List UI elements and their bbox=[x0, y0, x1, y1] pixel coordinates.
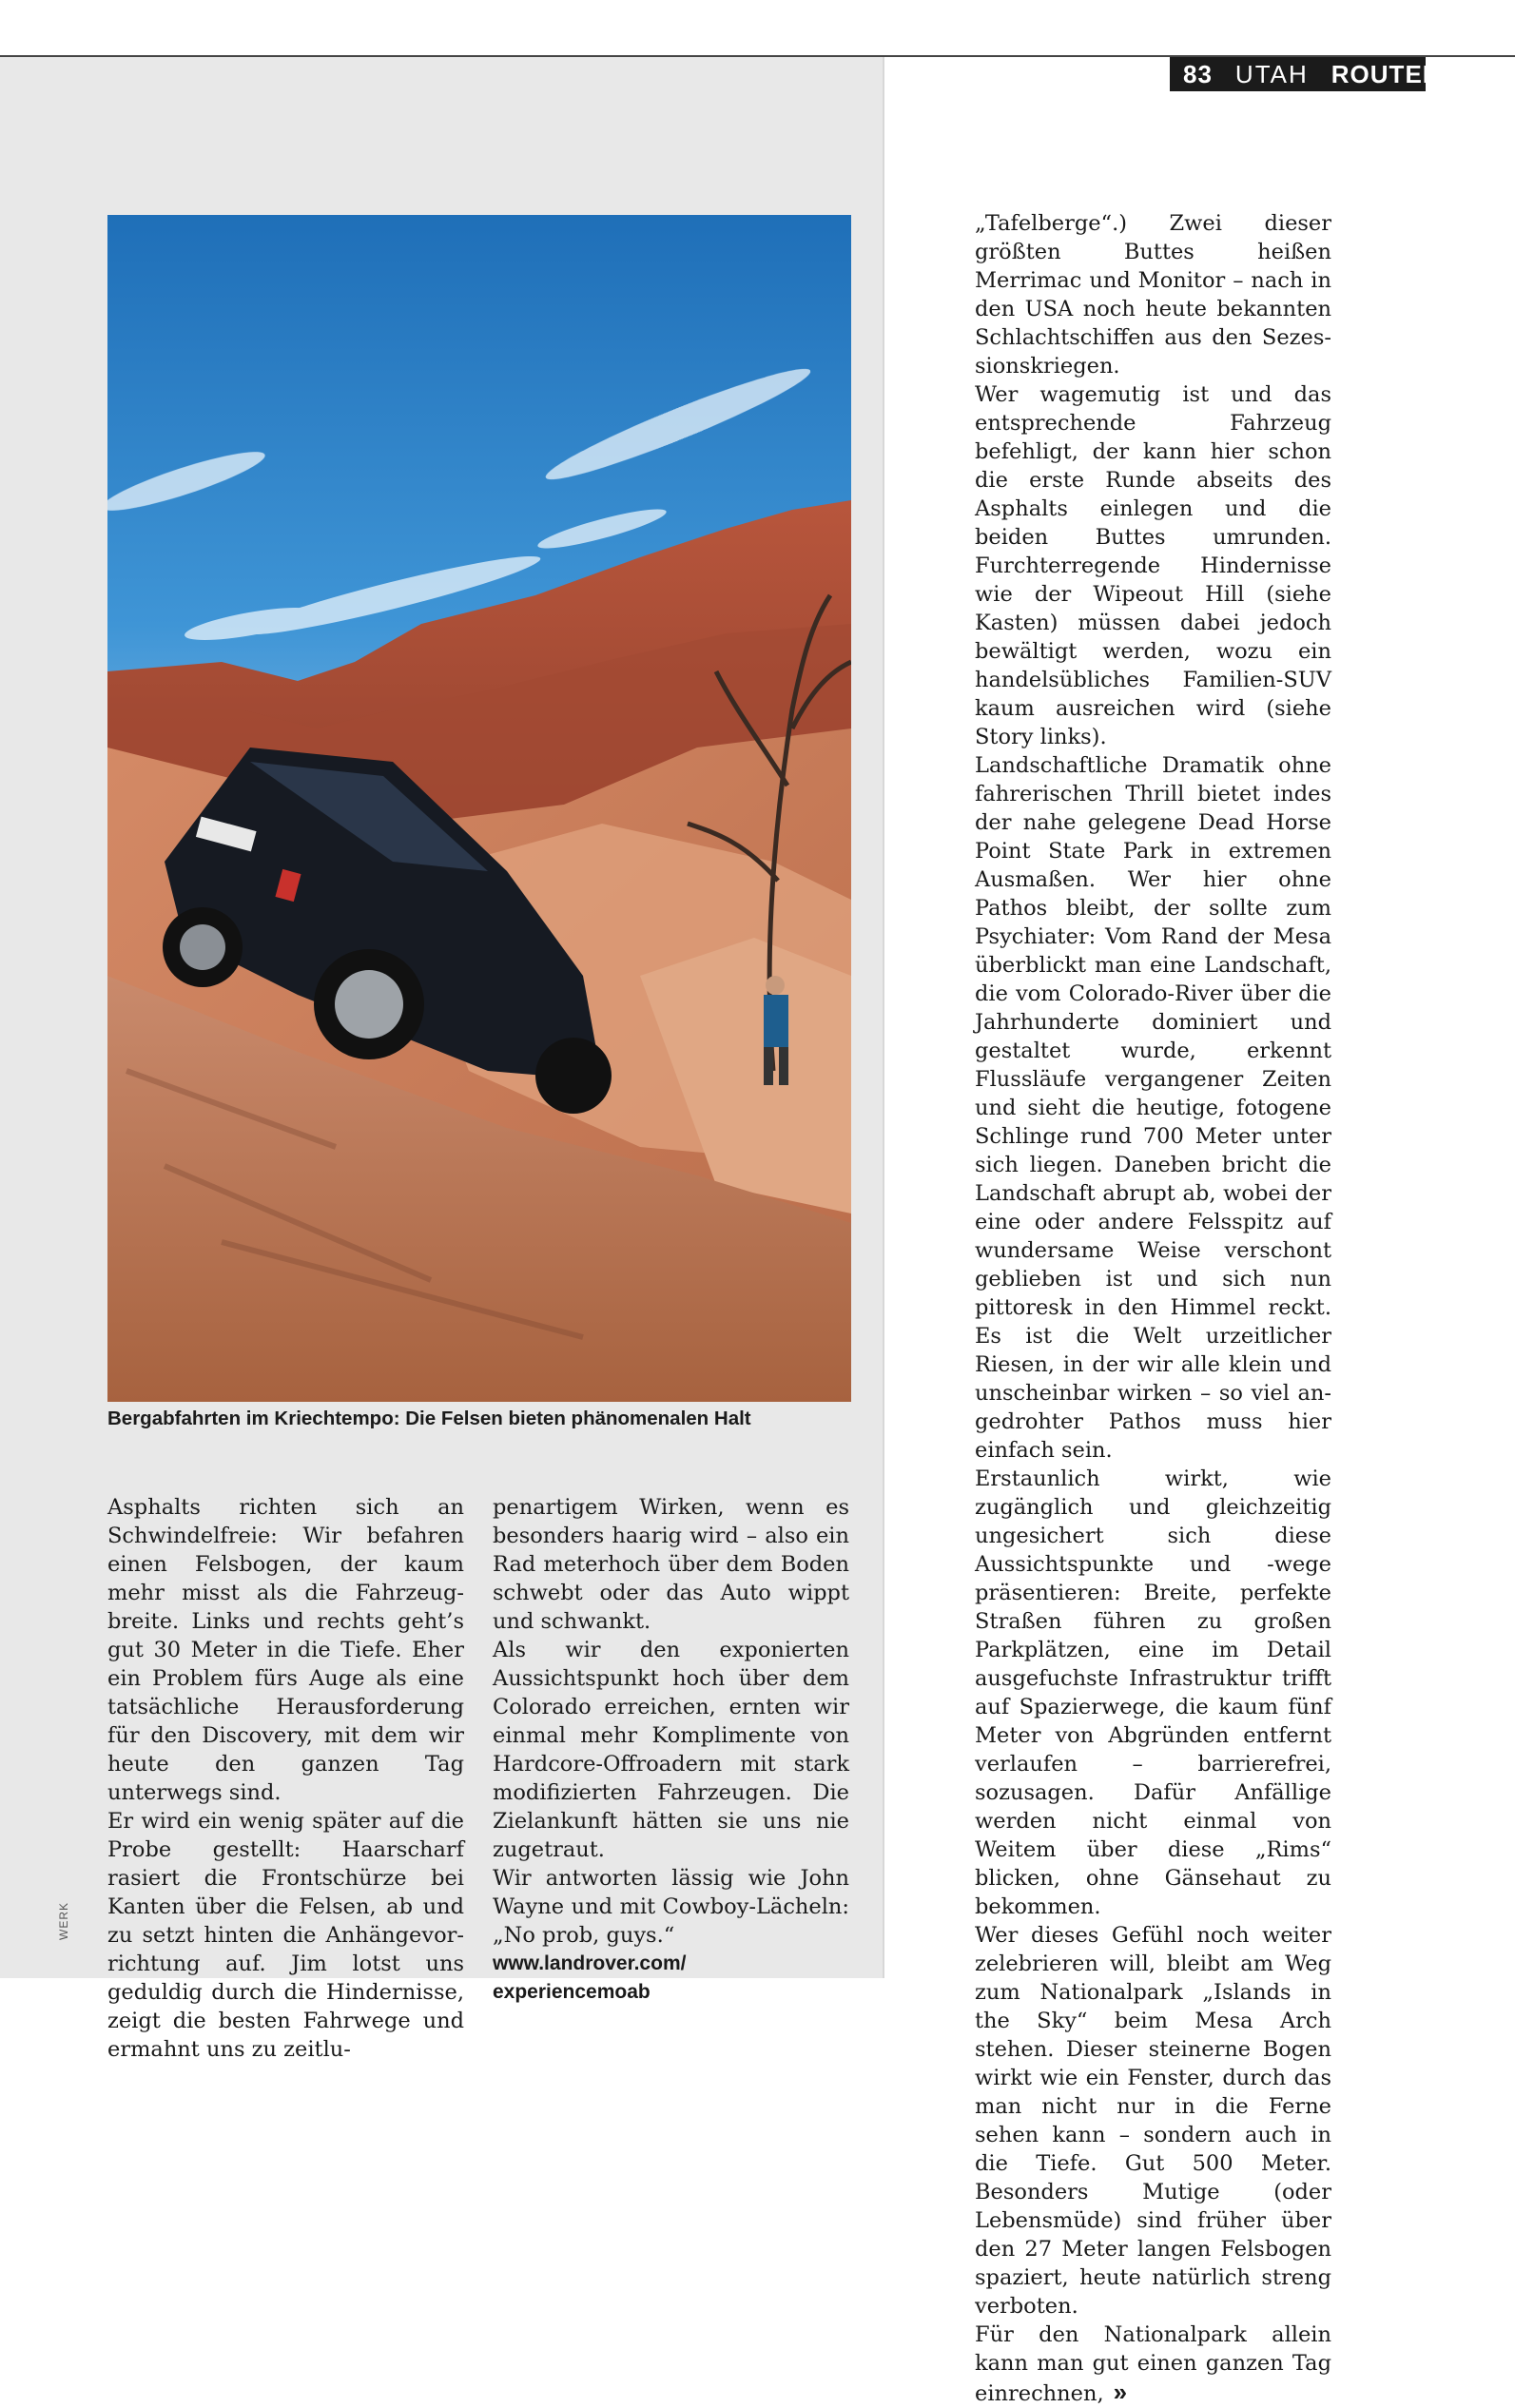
photo-caption: Bergabfahrten im Kriechtempo: Die Felsen bieten phänomenalen Halt bbox=[107, 1408, 751, 1429]
paragraph: Erstaunlich wirkt, wie zugänglich und gleichzeitig ungesichert sich diese Aussichtspunkte und -wege präsentieren: Breite, perfekte Straßen führen zu großen Parkplätzen, eine im Detail ausgefuchste Infrastruktur trifft auf Spazierwege, die kaum fünf Meter von Abgründen entfernt verlaufen – barrierefrei, sozusagen. Dafür Anfällige werden nicht einmal von Weitem über diese „Rims“ blicken, ohne Gänsehaut zu bekommen. bbox=[975, 1466, 1331, 1919]
website-link[interactable] bbox=[493, 1950, 849, 2007]
website-link-line-1: www.landrover.com/ bbox=[493, 1952, 687, 1974]
website-link-line-2: experiencemoab bbox=[493, 1981, 651, 2003]
paragraph: Wer dieses Gefühl noch weiter zelebrieren will, bleibt am Weg zum Nationalpark „Islands in the Sky“ beim Mesa Arch stehen. Dieser steinerne Bogen wirkt wie ein Fenster, durch das man nicht nur in die Ferne sehen kann – sondern auch in die Tiefe. Gut 500 Meter. Besonders Mutige (oder Lebensmüde) sind früher über den 27 Meter langen Felsbogen spaziert, heute natürlich streng verboten. bbox=[975, 1923, 1331, 2319]
section-name: UTAH bbox=[1234, 59, 1309, 88]
article-photo bbox=[107, 215, 851, 1402]
text-column-2 bbox=[493, 1493, 849, 2007]
rubric-name: ROUTEN bbox=[1330, 59, 1442, 88]
paragraph: Wer wagemutig ist und das entsprechende Fahrzeug befehligt, der kann hier schon die erste Runde abseits des Asphalts einlegen und die beiden Buttes umrunden. Furchterregende Hindernisse wie der Wipeout Hill (siehe Kasten) müssen dabei jedoch bewältigt werden, wozu ein handelsübliches Familien-SUV kaum ausreichen wird (siehe Story links). bbox=[975, 382, 1331, 749]
photo-illustration bbox=[107, 215, 851, 1402]
text-column-3 bbox=[975, 209, 1331, 2408]
paragraph: Als wir den exponierten Aussichtspunkt hoch über dem Colorado erreichen, ernten wir einmal mehr Komplimente von Hardcore-Offroadern mit stark modifizierten Fahrzeugen. Die Zielankunft hätten sie uns nie zugetraut. bbox=[493, 1638, 849, 1862]
paragraph: penartigem Wirken, wenn es besonders haarig wird – also ein Rad meterhoch über dem Boden schwebt oder das Auto wippt und schwankt. bbox=[493, 1495, 849, 1634]
paragraph: „Tafelberge“.) Zwei dieser größten Buttes heißen Merrimac und Monitor – nach in den USA noch heute bekannten Schlachtschiffen aus den Sezessionskriegen. bbox=[975, 211, 1331, 379]
paragraph: Wir antworten lässig wie John Wayne und mit Cowboy-Lächeln: „No prob, guys.“ bbox=[493, 1866, 849, 1948]
paragraph-last bbox=[975, 2321, 1331, 2408]
paragraph: Landschaftliche Dramatik ohne fahrerischen Thrill bietet indes der nahe gelegene Dead Horse Point State Park in extremen Ausmaßen. Wer hier ohne Pathos bleibt, der sollte zum Psychiater: Vom Rand der Mesa überblickt man eine Landschaft, die vom Colorado-River über die Jahrhunderte dominiert und gestaltet wurde, erkennt Flussläufe vergangener Zeiten und sieht die heutige, fotogene Schlinge rund 700 Meter unter sich liegen. Daneben bricht die Landschaft abrupt ab, wobei der eine oder andere Felsspitz auf wundersame Weise verschont geblieben ist und sich nun pittoresk in den Himmel reckt. Es ist die Welt urzeitlicher Riesen, in der wir alle klein und unscheinbar wirken – so viel angedrohter Pathos muss hier einfach sein. bbox=[975, 753, 1331, 1463]
paragraph: Er wird ein wenig später auf die Probe gestellt: Haarscharf rasiert die Frontschürze bei Kanten über die Felsen, ab und zu setzt hinten die Anhängevorrichtung auf. Jim lotst uns geduldig durch die Hindernisse, zeigt die besten Fahrwege und ermahnt uns zu zeitlu- bbox=[107, 1809, 464, 2062]
paragraph-text: Für den Nationalpark allein kann man gut einen ganzen Tag einrechnen, bbox=[975, 2322, 1331, 2406]
column-divider bbox=[883, 57, 884, 1978]
side-tag: WERK bbox=[57, 1902, 70, 1940]
text-column-1 bbox=[107, 1493, 464, 2064]
paragraph: Asphalts richten sich an Schwindelfreie: Wir befahren einen Felsbogen, der kaum mehr misst als die Fahrzeugbreite. Links und rechts geht’s gut 30 Meter in die Tiefe. Eher ein Problem fürs Auge als eine tatsächliche Herausforderung für den Discovery, mit dem wir heute den ganzen Tag unterwegs sind. bbox=[107, 1495, 464, 1805]
running-header bbox=[1170, 57, 1442, 91]
page-number: 83 bbox=[1183, 59, 1213, 88]
continue-arrow-icon: » bbox=[1113, 2378, 1128, 2406]
